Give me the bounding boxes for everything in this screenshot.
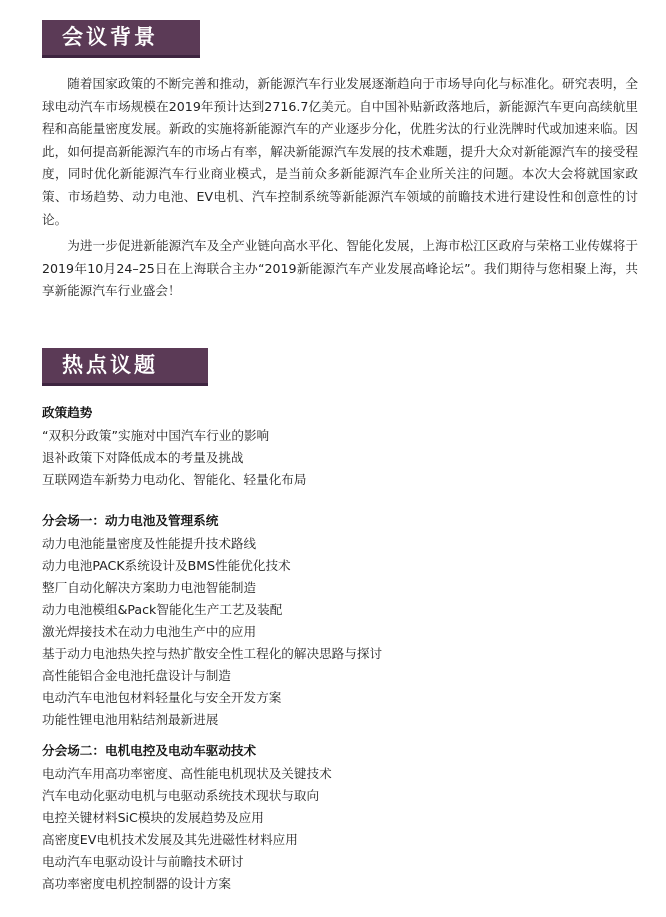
topic-item: 电动汽车电池包材料轻量化与安全开发方案	[42, 690, 282, 705]
topic-item: 高密度EV电机技术发展及其先进磁性材料应用	[42, 832, 298, 847]
section-header-background	[42, 20, 200, 58]
background-paragraph-1: 随着国家政策的不断完善和推动，新能源汽车行业发展逐渐趋向于市场导向化与标准化。研究表明，全球电动汽车市场规模在2019年预计达到2716.7亿美元。自中国补贴新政落地后，新能源汽车更向高续航里程和高能量密度发展。新政的实施将新能源汽车的产业逐步分化，优胜劣汰的行业洗牌时代或加速来临。因此，如何提高新能源汽车的市场占有率，解决新能源汽车发展的技术难题，提升大众对新能源汽车的接受程度，同时优化新能源汽车行业商业模式，是当前众多新能源汽车企业所关注的问题。本次大会将就国家政策、市场趋势、动力电池、EV电机、汽车控制系统等新能源汽车领域的前瞻技术进行建设性和创意性的讨论。	[42, 76, 638, 227]
topic-item: 动力电池模组&Pack智能化生产工艺及装配	[42, 602, 283, 617]
topic-group-title: 政策趋势	[42, 405, 93, 420]
topic-group-title: 分会场二：电机电控及电动车驱动技术	[42, 743, 257, 758]
topic-group-session-1	[42, 511, 642, 731]
topic-item: 高性能铝合金电池托盘设计与制造	[42, 668, 231, 683]
topic-item: 互联网造车新势力电动化、智能化、轻量化布局	[42, 472, 307, 487]
topic-item: 电控关键材料SiC模块的发展趋势及应用	[42, 810, 264, 825]
topic-item: 电动汽车用高功率密度、高性能电机现状及关键技术	[42, 766, 332, 781]
topic-item: 退补政策下对降低成本的考量及挑战	[42, 450, 244, 465]
background-paragraph-2: 为进一步促进新能源汽车及全产业链向高水平化、智能化发展，上海市松江区政府与荣格工业传媒将于2019年10月24–25日在上海联合主办“2019新能源汽车产业发展高峰论坛”。我们期待与您相聚上海，共享新能源汽车行业盛会！	[42, 238, 638, 299]
section-title-background: 会议背景	[62, 25, 158, 49]
topic-list	[42, 533, 642, 731]
topic-list	[42, 425, 642, 491]
topic-list	[42, 763, 642, 895]
topic-item: 动力电池能量密度及性能提升技术路线	[42, 536, 257, 551]
topic-group-policy	[42, 403, 642, 491]
topic-item: 基于动力电池热失控与热扩散安全性工程化的解决思路与探讨	[42, 646, 383, 661]
topic-item: 激光焊接技术在动力电池生产中的应用	[42, 624, 257, 639]
topic-item: 整厂自动化解决方案助力电池智能制造	[42, 580, 257, 595]
section-title-topics: 热点议题	[62, 353, 158, 377]
topic-group-title: 分会场一：动力电池及管理系统	[42, 513, 219, 528]
section-header-topics	[42, 348, 208, 386]
topic-item: 动力电池PACK系统设计及BMS性能优化技术	[42, 558, 291, 573]
topic-item: 汽车电动化驱动电机与电驱动系统技术现状与取向	[42, 788, 320, 803]
topic-item: 高功率密度电机控制器的设计方案	[42, 876, 231, 891]
topic-item: 电动汽车电驱动设计与前瞻技术研讨	[42, 854, 244, 869]
topic-item: 功能性锂电池用粘结剂最新进展	[42, 712, 219, 727]
topic-item: “双积分政策”实施对中国汽车行业的影响	[42, 428, 270, 443]
topic-group-session-2	[42, 741, 642, 895]
